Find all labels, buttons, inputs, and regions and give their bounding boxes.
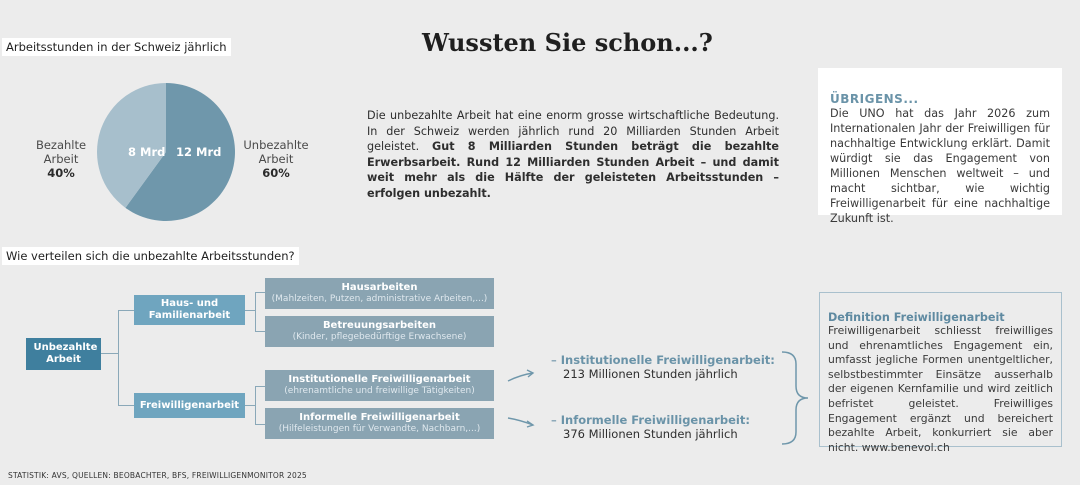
result-inst-title: Institutionelle Freiwilligenarbeit: [560,353,775,367]
connector-freiwillig [118,405,134,406]
connector-freiwillig-out [245,405,255,406]
uebrigens-box [818,68,1062,225]
connector-inform [255,424,265,425]
node-freiwilligenarbeit [134,393,245,418]
intro-bold-text: Gut 8 Milliarden Stunden beträgt die bezahlte Erwerbsarbeit. Rund 12 Milliarden Stunden Arbeit – und damit weit mehr als die Hälfte der geleisteten Arbeitsstunden – erfolgen unbezahlt. [367,140,779,200]
node-institutionelle-freiwilligenarbeit [265,370,494,401]
result-informelle: – Informelle Freiwilligenarbeit: 376 Millionen Stunden jährlich [551,413,750,441]
curly-brace-icon [778,350,812,446]
pie-slice-label-unpaid: 12 Mrd [176,145,222,159]
node-inform-title: Informelle Freiwilligenarbeit [299,412,460,423]
pie-legend-unpaid [238,138,314,180]
node-hausarbeiten [265,278,494,309]
pie-legend-unpaid-line1: Unbezahlte [243,138,309,152]
connector-hausarbeiten [255,292,265,293]
node-hausarbeiten-sub: (Mahlzeiten, Putzen, administrative Arbeiten,...) [271,294,488,304]
pie-section-title: Arbeitsstunden in der Schweiz jährlich [2,38,231,56]
pie-legend-paid [26,138,96,180]
definition-title: Definition Freiwilligenarbeit [828,311,1005,324]
intro-normal-text: Die unbezahlte Arbeit hat eine enorm grosse wirtschaftliche Bedeutung. In der Schweiz werden jährlich rund 20 Milliarden Stunden Arbeit geleistet. [367,109,779,153]
connector-haus-vertical [255,292,256,331]
definition-box [819,292,1062,454]
definition-text: Freiwilligenarbeit schliesst freiwilliges und ehrenamtliches Engagement ein, umfasst jegliche Formen unentgeltlicher, selbstbestimmter Einsätze ausserhalb der eigenen Kernfamilie und wird zeitlich befristet geleistet. Freiwilliges Engagement ergänzt und bereichert bezahlte Arbeit, konkurriert sie aber nicht. www.benevol.ch [828,324,1053,454]
node-unbezahlte-arbeit-label: Unbezahlte Arbeit [33,342,98,365]
uebrigens-title: ÜBRIGENS... [830,92,919,106]
connector-root-vertical [118,310,119,405]
node-freiwilligenarbeit-label: Freiwilligenarbeit [139,399,240,411]
connector-betreuung [255,331,265,332]
main-title: Wussten Sie schon...? [422,28,713,57]
arrow-right-icon [506,414,536,430]
connector-root [100,353,118,354]
node-informelle-freiwilligenarbeit [265,408,494,439]
result-inform-title: Informelle Freiwilligenarbeit: [560,413,750,427]
pie-legend-unpaid-line2: Arbeit [258,152,294,166]
pie-legend-paid-line2: Arbeit [43,152,79,166]
node-betreuungsarbeiten-sub: (Kinder, pflegebedürftige Erwachsene) [292,332,467,342]
node-hausarbeiten-title: Hausarbeiten [341,282,418,293]
uebrigens-text: Die UNO hat das Jahr 2026 zum Internationalen Jahr der Freiwilligen für nachhaltige Entwicklung erklärt. Damit würdigt sie das Engagement von Millionen Menschen weltweit – und macht sichtbar, wie wichtig Freiwilligenarbeit für eine nachhaltige Zukunft ist. [830,107,1050,225]
connector-freiwillig-vertical [255,386,256,424]
distribution-section-title: Wie verteilen sich die unbezahlte Arbeitsstunden? [2,247,299,265]
result-inform-value: 376 Millionen Stunden jährlich [563,427,738,441]
connector-haus-out [245,310,255,311]
result-inst-value: 213 Millionen Stunden jährlich [563,367,738,381]
node-inform-sub: (Hilfeleistungen für Verwandte, Nachbarn,...) [278,424,481,434]
pie-chart [96,82,236,222]
result-institutionelle: – Institutionelle Freiwilligenarbeit: 213 Millionen Stunden jährlich [551,353,775,381]
pie-legend-paid-line1: Bezahlte [35,138,87,152]
node-betreuungsarbeiten-title: Betreuungsarbeiten [322,320,437,331]
node-unbezahlte-arbeit [26,338,101,370]
node-inst-sub: (ehrenamtliche und freiwillige Tätigkeiten) [284,386,475,396]
pie-legend-paid-percent: 40% [47,166,75,180]
arrow-right-icon [506,368,536,384]
intro-paragraph [367,108,779,201]
pie-legend-unpaid-percent: 60% [262,166,290,180]
pie-slice-label-paid: 8 Mrd [128,145,166,159]
node-inst-title: Institutionelle Freiwilligenarbeit [288,374,471,385]
source-footer: STATISTIK: AVS, QUELLEN: BEOBACHTER, BFS, FREIWILLIGENMONITOR 2025 [8,471,307,480]
connector-inst [255,386,265,387]
node-haus-familienarbeit [134,295,245,325]
connector-haus [118,310,134,311]
node-betreuungsarbeiten [265,316,494,347]
node-haus-familienarbeit-label: Haus- und Familienarbeit [148,298,231,321]
